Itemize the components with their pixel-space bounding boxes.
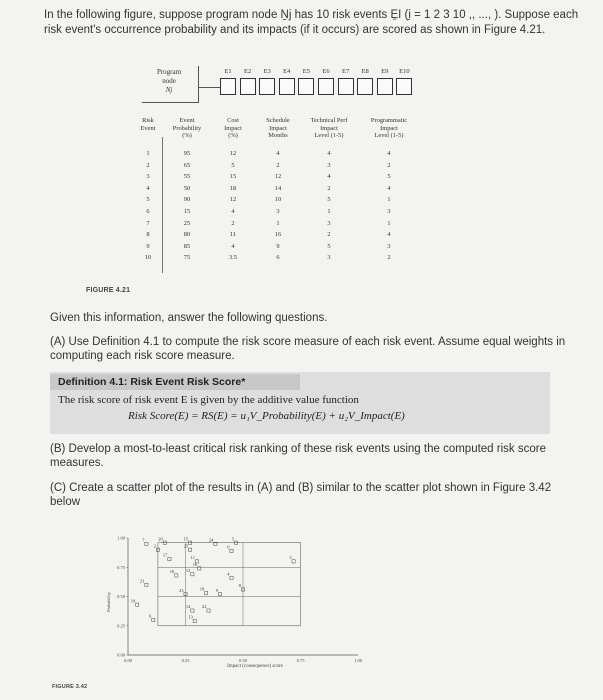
cell-event-3: 3 xyxy=(146,173,150,181)
cell-prob-5: 90 xyxy=(183,196,191,204)
point-label: 16 xyxy=(192,562,198,568)
scatter-point-16 xyxy=(140,578,148,586)
cell-prob-1: 95 xyxy=(183,150,191,157)
scatter-axes xyxy=(117,536,363,664)
scatter-point-22 xyxy=(186,604,194,612)
point-label: 11 xyxy=(190,555,195,560)
scatter-point-25 xyxy=(149,614,155,622)
point-marker xyxy=(136,603,139,606)
cell-sched-6: 3 xyxy=(276,208,280,215)
cell-event-7: 7 xyxy=(146,219,150,227)
cell-prog-10: 2 xyxy=(387,254,391,262)
point-label: 3 xyxy=(289,555,292,560)
point-label: 5 xyxy=(231,536,235,542)
point-marker xyxy=(292,560,295,563)
cell-prob-2: 65 xyxy=(183,161,191,169)
point-label: 19 xyxy=(130,598,136,604)
header-schedule: Schedule Impact Months xyxy=(266,117,290,139)
y-tick-2: 0.50 xyxy=(117,594,125,599)
cell-event-10: 10 xyxy=(144,254,152,262)
header-programmatic: Programmatic Impact Level (1-5) xyxy=(370,117,408,139)
event-label-9: E9 xyxy=(381,68,389,75)
cell-prog-7: 1 xyxy=(387,219,391,227)
point-label: 20 xyxy=(158,536,163,542)
part-a-line-2: computing each risk score measure. xyxy=(50,350,235,362)
cell-sched-9: 9 xyxy=(276,242,280,250)
point-marker xyxy=(193,619,196,622)
cell-sched-3: 12 xyxy=(274,173,282,181)
cell-cost-9: 4 xyxy=(231,242,235,250)
point-label: 12 xyxy=(185,567,191,573)
scatter-point-10 xyxy=(163,553,171,561)
cell-cost-5: 12 xyxy=(229,196,237,204)
cell-cost-7: 2 xyxy=(231,219,235,227)
event-box-2 xyxy=(240,78,256,95)
cell-prog-6: 3 xyxy=(387,208,391,215)
definition-title: Definition 4.1: Risk Event Risk Score* xyxy=(58,376,246,388)
point-marker xyxy=(189,548,192,551)
cell-prob-4: 50 xyxy=(183,184,191,192)
header-probability: Event Probability (%) xyxy=(172,117,202,139)
scatter-point-13 xyxy=(186,568,194,576)
point-marker xyxy=(191,573,194,576)
part-b-line-2: measures. xyxy=(50,457,104,469)
point-label: 8 xyxy=(238,583,241,589)
point-label: 18 xyxy=(199,586,205,592)
point-label: 17 xyxy=(162,552,168,558)
event-box-4 xyxy=(279,78,295,95)
cell-tech-10: 3 xyxy=(327,254,331,262)
point-marker xyxy=(175,574,178,577)
point-marker xyxy=(205,591,208,594)
x-tick-0: 0.00 xyxy=(124,658,132,663)
point-marker xyxy=(191,609,194,612)
scatter-point-14 xyxy=(170,569,178,577)
cell-cost-3: 15 xyxy=(229,173,237,181)
x-tick-4: 1.00 xyxy=(354,658,362,663)
y-tick-1: 0.25 xyxy=(117,623,125,629)
scatter-point-4 xyxy=(209,537,217,545)
scatter-point-1 xyxy=(142,537,148,545)
event-label-10: E10 xyxy=(399,68,410,75)
y-tick-4: 1.00 xyxy=(117,535,125,541)
x-axis-label: Impact (consequence) score xyxy=(227,664,283,669)
event-box-7 xyxy=(338,78,354,95)
cell-prog-2: 2 xyxy=(387,161,391,169)
cell-tech-5: 5 xyxy=(327,196,331,204)
cell-prog-5: 1 xyxy=(387,196,391,204)
cell-prog-4: 4 xyxy=(387,184,391,192)
event-box-8 xyxy=(357,78,373,95)
node-connector xyxy=(198,87,220,88)
cell-prog-8: 4 xyxy=(387,231,391,239)
cell-prob-9: 85 xyxy=(183,242,191,250)
scatter-points xyxy=(131,536,296,622)
program-node-label: Program node Nj xyxy=(156,68,182,94)
header-risk-event: Risk Event xyxy=(140,117,156,132)
scatter-point-24 xyxy=(188,615,196,623)
scatter-point-23 xyxy=(202,604,210,612)
cell-sched-7: 1 xyxy=(276,219,280,227)
point-label: 24 xyxy=(208,537,214,543)
point-label: 23 xyxy=(179,587,184,593)
event-label-2: E2 xyxy=(243,68,252,75)
scatter-point-15 xyxy=(227,571,233,579)
cell-cost-6: 4 xyxy=(231,208,235,215)
cell-event-2: 2 xyxy=(146,161,150,169)
cell-prog-3: 5 xyxy=(387,173,391,181)
scatter-point-12 xyxy=(193,562,201,570)
event-label-6: E6 xyxy=(322,68,330,75)
scatter-point-8 xyxy=(227,544,233,552)
cell-event-5: 5 xyxy=(146,196,150,204)
event-label-5: E5 xyxy=(302,68,310,75)
header-technical: Technical Perf Impact Level (1-5) xyxy=(310,117,348,139)
cell-tech-6: 1 xyxy=(327,208,331,215)
event-label-7: E7 xyxy=(341,68,350,75)
y-tick-3: 0.75 xyxy=(117,564,125,570)
point-label: 15 xyxy=(183,536,189,542)
cell-tech-1: 4 xyxy=(327,150,331,157)
event-box-10 xyxy=(396,78,412,95)
event-label-4: E4 xyxy=(283,68,291,75)
cell-tech-7: 3 xyxy=(327,219,331,227)
cell-sched-4: 14 xyxy=(274,184,282,192)
cell-prob-8: 80 xyxy=(183,231,191,239)
cell-event-4: 4 xyxy=(146,184,150,192)
cell-tech-8: 2 xyxy=(327,231,331,239)
header-cost: Cost Impact (%) xyxy=(224,117,242,139)
cell-sched-8: 16 xyxy=(274,231,282,239)
point-label: 6 xyxy=(149,613,152,619)
x-tick-2: 0.50 xyxy=(239,658,247,663)
scatter-point-9 xyxy=(289,555,295,563)
definition-line: The risk score of risk event E is given by the additive value function xyxy=(58,394,359,406)
scatter-point-20 xyxy=(239,583,245,591)
cell-tech-3: 4 xyxy=(327,173,331,181)
part-c-line-1: (C) Create a scatter plot of the results in (A) and (B) similar to the scatter plot shown in Figure 3.42 xyxy=(50,482,552,494)
x-tick-1: 0.25 xyxy=(181,658,190,663)
point-label: 2 xyxy=(153,543,156,549)
cell-sched-2: 2 xyxy=(276,161,280,169)
cell-event-8: 8 xyxy=(146,231,150,239)
scatter-point-18 xyxy=(200,587,208,595)
cell-cost-2: 5 xyxy=(231,161,235,169)
point-marker xyxy=(230,576,233,579)
point-label: 22 xyxy=(202,604,207,610)
cell-sched-10: 6 xyxy=(276,254,280,262)
x-tick-3: 0.75 xyxy=(296,658,305,663)
scatter-point-21 xyxy=(131,598,139,606)
cell-sched-5: 10 xyxy=(274,196,282,204)
cell-event-1: 1 xyxy=(146,150,150,157)
event-box-3 xyxy=(259,78,275,95)
y-tick-0: 0.00 xyxy=(117,652,125,658)
scatter-point-5 xyxy=(232,536,238,544)
point-marker xyxy=(218,593,221,596)
cell-tech-4: 2 xyxy=(327,184,331,192)
point-label: 4 xyxy=(227,571,230,577)
scatter-point-19 xyxy=(216,588,222,596)
point-label: 25 xyxy=(183,543,189,549)
scatter-plot xyxy=(90,530,410,670)
cell-tech-2: 3 xyxy=(327,161,331,169)
point-label: 10 xyxy=(169,569,175,575)
cell-prob-10: 75 xyxy=(183,254,191,262)
part-a-line-1: (A) Use Definition 4.1 to compute the risk score measure of each risk event. Assume equal weights in xyxy=(50,336,566,348)
point-label: 6 xyxy=(227,544,230,550)
cell-event-6: 6 xyxy=(146,208,150,215)
cell-cost-10: 3.5 xyxy=(229,254,237,262)
point-label: 13 xyxy=(188,614,193,620)
cell-cost-1: 12 xyxy=(229,150,237,157)
table-divider xyxy=(162,137,163,273)
part-b-line-1: (B) Develop a most-to-least critical risk ranking of these risk events using the computed risk score xyxy=(50,443,546,455)
risk-region-box xyxy=(158,543,301,626)
cell-prob-3: 55 xyxy=(183,173,191,181)
event-label-3: E3 xyxy=(263,68,271,75)
part-c-line-2: below xyxy=(50,496,81,508)
point-label: 14 xyxy=(185,604,191,610)
point-marker xyxy=(207,609,210,612)
cell-tech-9: 5 xyxy=(327,242,331,250)
cell-cost-4: 18 xyxy=(229,184,237,192)
intro-line-1: In the following figure, suppose program node Ṉj has 10 risk events E̱I (̱i = 1 2 3 10 ,, ..., ). Suppose each xyxy=(44,9,579,21)
event-box-1 xyxy=(220,78,236,95)
cell-cost-8: 11 xyxy=(229,231,237,239)
event-box-9 xyxy=(377,78,393,95)
point-marker xyxy=(168,557,171,560)
event-box-5 xyxy=(298,78,314,95)
cell-event-9: 9 xyxy=(146,242,150,250)
cell-prog-9: 3 xyxy=(387,242,391,250)
scatter-point-6 xyxy=(154,543,160,551)
scatter-point-17 xyxy=(179,588,187,596)
event-label-8: E8 xyxy=(361,68,369,75)
cell-prob-6: 15 xyxy=(183,208,191,215)
point-marker xyxy=(145,542,148,545)
cell-prog-1: 4 xyxy=(387,150,391,157)
cell-prob-7: 25 xyxy=(183,219,191,227)
point-marker xyxy=(145,583,148,586)
point-label: 7 xyxy=(142,537,145,543)
point-marker xyxy=(230,549,233,552)
intro-line-2: risk event's occurrence probability and its impacts (if it occurs) are scored as shown in Figure 4.21. xyxy=(44,24,546,36)
point-label: 9 xyxy=(215,587,218,593)
y-axis-label: Probability xyxy=(106,592,111,612)
figure-3-42-caption: FIGURE 3.42 xyxy=(52,684,88,690)
event-label-1: E1 xyxy=(224,68,232,75)
scatter-point-2 xyxy=(158,536,166,544)
event-box-6 xyxy=(318,78,334,95)
definition-formula: Risk Score(E) = RS(E) = u₁V_Probability(E) + u₂V_Impact(E) xyxy=(128,410,405,422)
point-marker xyxy=(152,618,155,621)
node-box xyxy=(142,66,199,103)
cell-sched-1: 4 xyxy=(276,150,280,157)
point-label: 21 xyxy=(139,578,145,584)
given-text: Given this information, answer the following questions. xyxy=(50,312,328,324)
figure-4-21-caption: FIGURE 4.21 xyxy=(86,287,131,294)
